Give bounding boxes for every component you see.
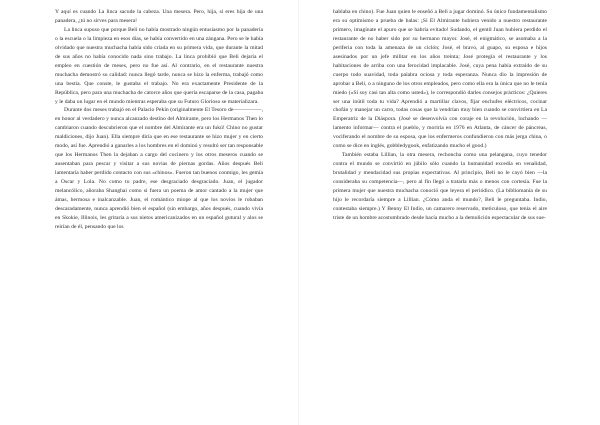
- paragraph: hablaba en chino). Fue Juan quien le enseñó a Beli a jugar dominó. Su único fundamentalismo era su optimismo a prueba de balas: ¡Si El Almirante hubiera venido a nuestro restaurante primero, imagínate el apuro que se habría evitado! Sudando, el gentil Juan hubiera perdido el restaurante de no haber sido por su hermano mayor. José, el enigmático, se asomaba a la periferia con toda la amenaza de un ciclón; José, el bravo, al guapo, su esposa e hijos asesinados por un jefe militar en los años treinta; José protegía el restaurante y los habitaciones de arriba con una ferocidad implacable. José, cuya pena había extraído de su cuerpo todo suavidad, toda palabra ociosa y toda esperanza. Nunca dio la impresión de aprobar a Beli, o a ninguno de los otros empleados, pero como ella era la única que no le tenía miedo («Sí soy casi tan alta como usted»), le correspondió darles consejos prácticos: ¿Quieres ser una inútil toda tu vida? Aprendió a martillar clavos, fijar enchufes eléctricos, cocinar chofán y manejar un carro, todas cosas que la vendrían muy bien cuando se convirtiera en La Emperatriz de la Diáspora. (José se desenvolvía con coraje en la revolución, luchando —lamento informar— contra el pueblo, y moriría en 1976 en Atlanta, de cáncer de páncreas, vociferando el nombre de su esposa, que los enfermeros confundieron con más jerga china, o como se dice en inglés, gobbledygook, enfatizando mucho el good.): [333, 9, 547, 150]
- paragraph: La linca supuso que porque Beli no había mostrado ningún entusiasmo por la panadería o la escuela o la limpieza en esos días, se había convertido en una zángana. Pero se le había olvidado que nuestra muchacha había sido criada en su primera vida, que durante la mitad de sus años no había conocido nada sino trabajo. La linca prohibió que Beli dejaría el empleo en cuestión de meses, pero no fue así. Al contrario, en el restaurante nuestra muchacha demostró su calidad: nunca llegó tarde, nunca se hizo la enferma, trabajó como una bestia. Que conste, le gustaba el trabajo. No era exactamente Presidente de la República, pero para una muchacha de catorce años que quería escaparse de la casa, pagaba y le daba un lugar en el mundo mientras esperaba que su Futuro Glorioso se materializara.: [55, 26, 263, 105]
- left-page: [55, 8, 263, 420]
- left-page-text: [55, 8, 263, 232]
- paragraph: Y aquí es cuando La linca sacude la cabeza. Una mesera. Pero, hija, si eres hija de una panadera, ¿tú no sirves para mesera!: [55, 9, 263, 24]
- right-page: [333, 8, 547, 420]
- paragraph: También estaba Lillian, la otra mesera, rechoncha como una pelangana, cuyo tenedor contra el mundo se convirtió en júbilo sólo cuando la humanidad excedía en venalidad, brutalidad y mendacidad sus propias expectativas. Al principio, Beli no le cayó bien —la consideraba su competencia—, pero al fin llegó a tratarla más o menos con cortesía. Fue la primera mujer que nuestra muchacha conoció que leyera el periódico. (La bibliomanía de su hijo le recordaría siempre a Lillian. ¿Cómo anda el mundo?, Beli le preguntaba. Indio, contestaba siempre.) Y Benny El Indio, un camarero reservado, meticuloso, que tenía el aire triste de un hombre acostumbrado desde hacía mucho a la demolición espectacular de sus sue-: [333, 152, 547, 221]
- right-page-text: [333, 8, 547, 223]
- book-gutter: [298, 0, 299, 425]
- paragraph: Durante dos meses trabajó en el Palacio Pekín (originalmente El Tesoro de—————, en honor al verdadero y nunca alcanzado destino del Almirante, pero los Hermanos Then lo cambiaron cuando descubrieron que el nombre del Almirante era un fukú! Chino no gustar maldiciones, dijo Juan). Ella siempre diría que en ese restaurante se hizo mujer y en cierto modo, así fue. Aprendió a ganarles a los hombres en el dominó y resultó ser tan responsable que los Hermanos Then la dejaban a cargo del cocinero y los otros meseros cuando se ausentaban para pescar y visitar a sus novias de piernas gordas. Años después Beli lamentaría haber perdido contacto con sus «chinos». Fueron tan buenos conmigo, les gemía a Oscar y Lola. No como tu padre, ese desgraciado desgraciado. Juan, el jugador melancólico, añoraba Shanghai como si fuera un poema de amor cantado a la mujer que ámas, hermosa e inalcanzable. Juan, el romántico miope al que los novios le robaban descaradamente, nunca aprendió bien el español (sin embargo, años después, cuando vivía en Skokie, Illinois, les gritaría a sus nietos americanizados en un español gutural y alos se reirían de él, pensando que los: [55, 107, 263, 230]
